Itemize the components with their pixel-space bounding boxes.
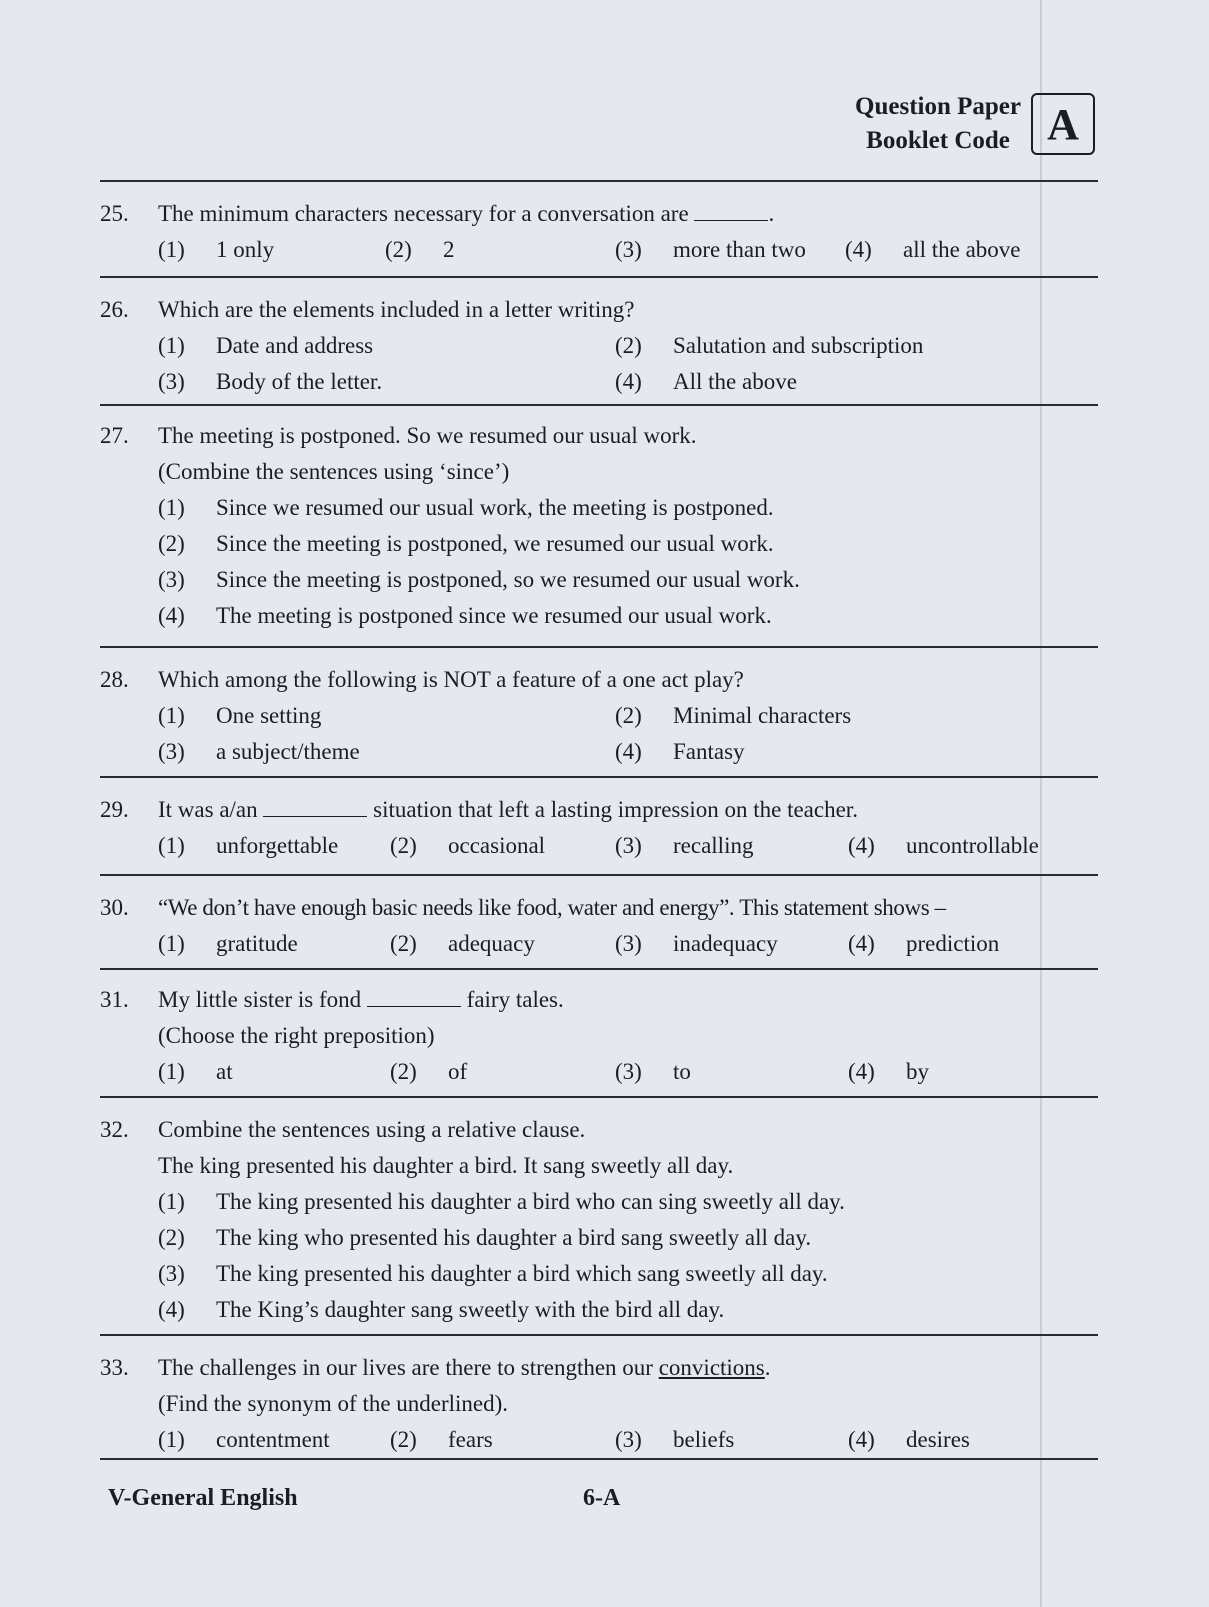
question-number: 28. xyxy=(100,667,129,692)
option-1: (1) at xyxy=(158,1059,233,1084)
option-1: (1) unforgettable xyxy=(158,833,339,858)
option-3: (3) inadequacy xyxy=(615,931,778,956)
question-text: The challenges in our lives are there to strengthen our convictions. xyxy=(158,1355,771,1380)
option-3: (3) beliefs xyxy=(615,1427,735,1452)
option-2: (2) adequacy xyxy=(390,931,535,956)
divider xyxy=(100,1334,1098,1336)
question-text: “We don’t have enough basic needs like food, water and energy”. This statement shows – xyxy=(158,895,946,920)
option-2: (2) occasional xyxy=(390,833,546,858)
question-instruction: (Find the synonym of the underlined). xyxy=(158,1391,509,1416)
divider xyxy=(100,646,1098,648)
footer-page-number: 6-A xyxy=(583,1485,621,1511)
divider xyxy=(100,404,1098,406)
question-instruction: (Combine the sentences using ‘since’) xyxy=(158,459,510,484)
option-1: (1) 1 only xyxy=(158,237,275,262)
option-3: (3) a subject/theme xyxy=(158,739,360,764)
question-number: 27. xyxy=(100,423,129,448)
option-1: (1) Since we resumed our usual work, the meeting is postponed. xyxy=(158,495,774,520)
option-4: (4) The King’s daughter sang sweetly with the bird all day. xyxy=(158,1297,725,1322)
option-1: (1) contentment xyxy=(158,1427,330,1452)
option-3: (3) The king presented his daughter a bird which sang sweetly all day. xyxy=(158,1261,828,1286)
divider xyxy=(100,776,1098,778)
question-31 xyxy=(100,982,1090,1090)
question-text: My little sister is fond fairy tales. xyxy=(158,982,564,1018)
option-3: (3) more than two xyxy=(615,237,806,262)
option-4: (4) The meeting is postponed since we resumed our usual work. xyxy=(158,603,772,628)
question-29 xyxy=(100,792,1090,864)
answer-blank xyxy=(263,794,367,817)
question-instruction: (Choose the right preposition) xyxy=(158,1023,435,1048)
booklet-code-box: A xyxy=(1031,93,1095,155)
footer-subject: V-General English xyxy=(108,1485,298,1511)
option-2: (2) Minimal characters xyxy=(615,703,852,728)
question-text: The minimum characters necessary for a conversation are . xyxy=(158,196,774,232)
divider xyxy=(100,276,1098,278)
divider xyxy=(100,968,1098,970)
question-33 xyxy=(100,1350,1090,1458)
option-4: (4) prediction xyxy=(848,931,1000,956)
option-1: (1) Date and address xyxy=(158,333,374,358)
option-2: (2) The king who presented his daughter a bird sang sweetly all day. xyxy=(158,1225,812,1250)
question-27 xyxy=(100,418,1090,634)
question-number: 29. xyxy=(100,797,129,822)
question-text: Combine the sentences using a relative clause. xyxy=(158,1117,586,1142)
option-2: (2) of xyxy=(390,1059,468,1084)
header-line-2: Booklet Code xyxy=(866,127,1010,154)
option-3: (3) recalling xyxy=(615,833,754,858)
question-number: 25. xyxy=(100,201,129,226)
question-25 xyxy=(100,196,1090,268)
option-3: (3) to xyxy=(615,1059,691,1084)
divider xyxy=(100,874,1098,876)
question-text: It was a/an situation that left a lasting impression on the teacher. xyxy=(158,792,858,828)
question-32 xyxy=(100,1112,1090,1328)
option-4: (4) All the above xyxy=(615,369,797,394)
question-text: The meeting is postponed. So we resumed our usual work. xyxy=(158,423,697,448)
option-4: (4) by xyxy=(848,1059,929,1084)
option-1: (1) The king presented his daughter a bird who can sing sweetly all day. xyxy=(158,1189,845,1214)
option-3: (3) Body of the letter. xyxy=(158,369,383,394)
option-3: (3) Since the meeting is postponed, so we resumed our usual work. xyxy=(158,567,800,592)
top-rule xyxy=(100,180,1098,182)
question-number: 26. xyxy=(100,297,129,322)
question-number: 33. xyxy=(100,1355,129,1380)
header-line-1: Question Paper xyxy=(855,93,1021,120)
question-30 xyxy=(100,890,1090,962)
answer-blank xyxy=(367,984,461,1007)
question-26 xyxy=(100,292,1090,400)
option-4: (4) all the above xyxy=(845,237,1021,262)
question-number: 32. xyxy=(100,1117,129,1142)
question-number: 31. xyxy=(100,987,129,1012)
option-4: (4) desires xyxy=(848,1427,970,1452)
booklet-code-header xyxy=(855,90,1095,158)
question-text: Which among the following is NOT a feature of a one act play? xyxy=(158,667,744,692)
booklet-code-label xyxy=(855,90,1021,158)
option-2: (2) Salutation and subscription xyxy=(615,333,924,358)
question-instruction: The king presented his daughter a bird. It sang sweetly all day. xyxy=(158,1153,734,1178)
option-2: (2) fears xyxy=(390,1427,493,1452)
option-4: (4) uncontrollable xyxy=(848,833,1039,858)
question-28 xyxy=(100,662,1090,770)
divider xyxy=(100,1458,1098,1460)
option-2: (2) 2 xyxy=(385,237,455,262)
answer-blank xyxy=(694,198,768,221)
option-1: (1) gratitude xyxy=(158,931,298,956)
divider xyxy=(100,1096,1098,1098)
option-2: (2) Since the meeting is postponed, we resumed our usual work. xyxy=(158,531,774,556)
underlined-word: convictions xyxy=(658,1355,765,1380)
question-number: 30. xyxy=(100,895,129,920)
question-text: Which are the elements included in a letter writing? xyxy=(158,297,635,322)
option-1: (1) One setting xyxy=(158,703,322,728)
option-4: (4) Fantasy xyxy=(615,739,745,764)
